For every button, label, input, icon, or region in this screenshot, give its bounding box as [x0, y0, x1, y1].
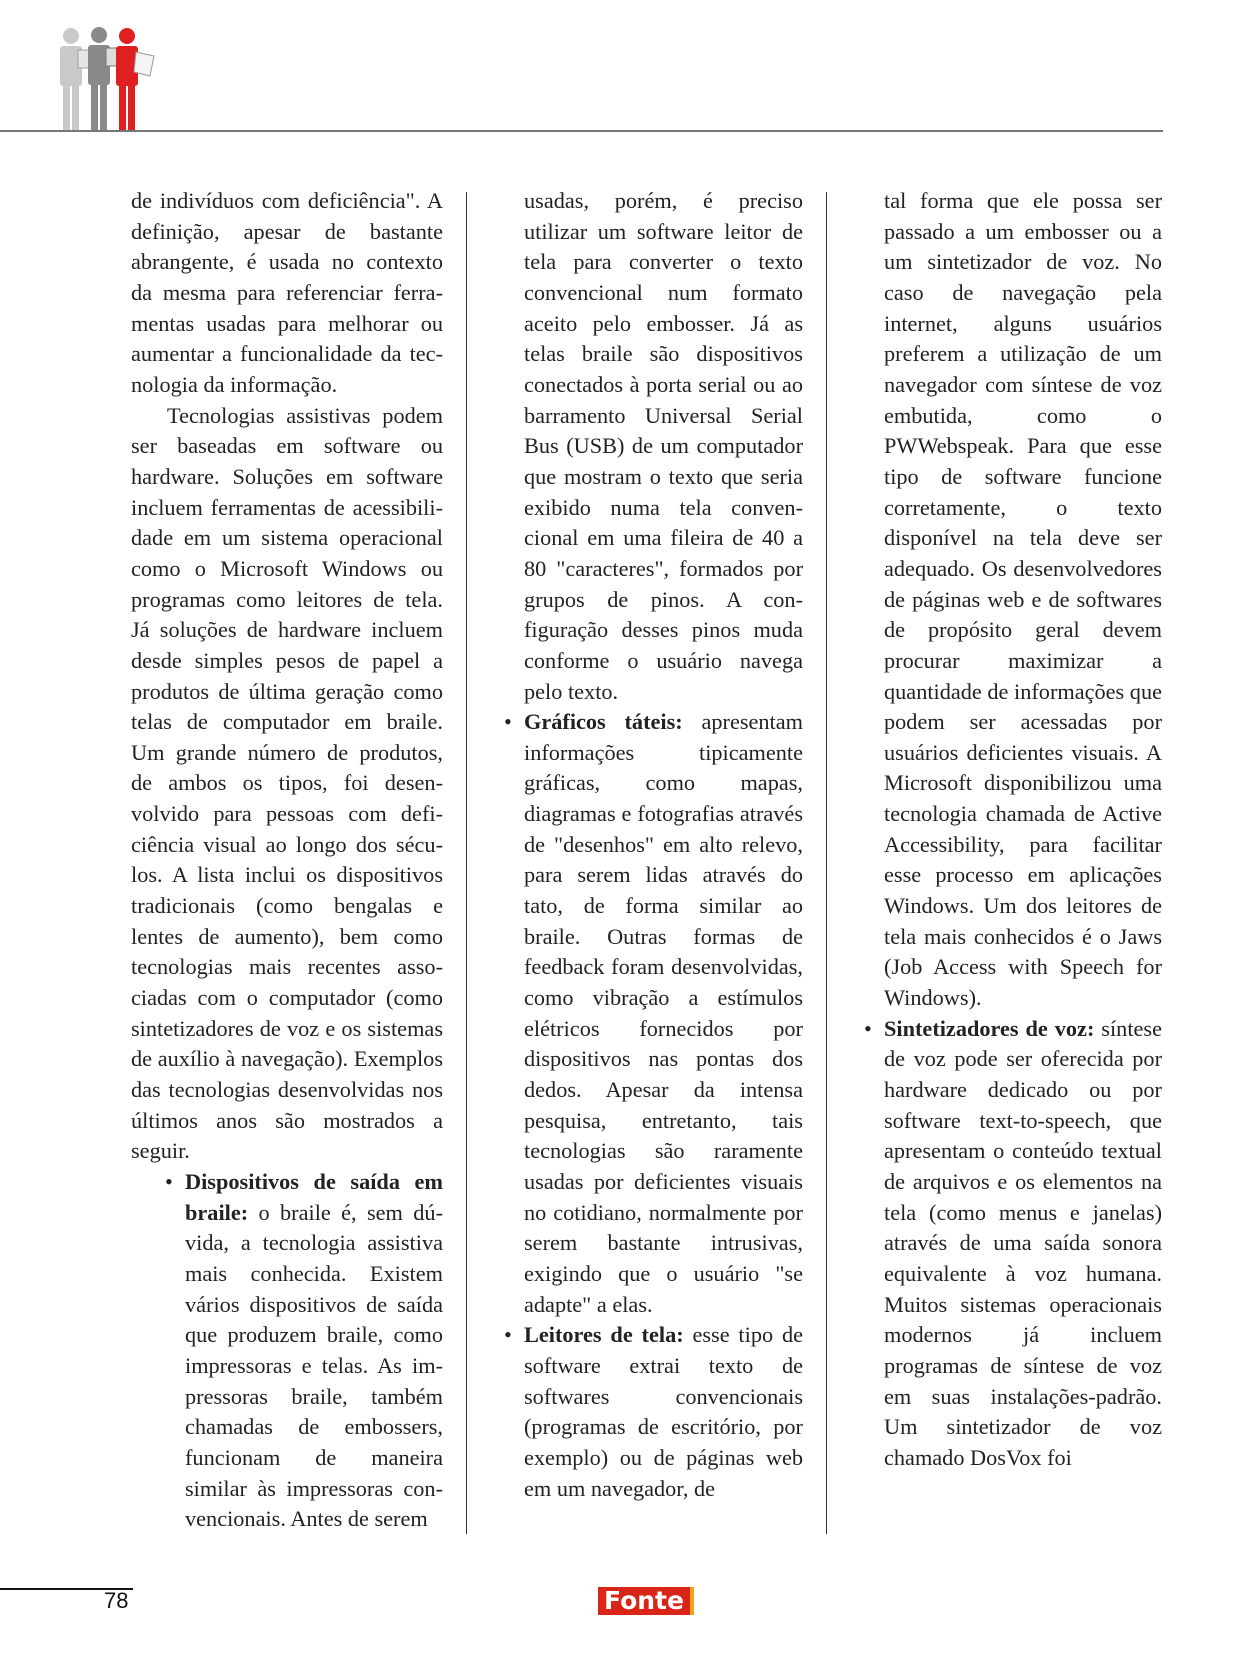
- brand-logo: Fonte: [598, 1587, 694, 1615]
- paragraph: de indivíduos com deficiência". A definição, apesar de bastante abrangente, é usada no contexto da mesma para referenciar ferramentas usadas para melhorar ou aumentar a funcionalidade da tecnologia da informação.: [131, 188, 443, 397]
- bullet-text: apresentam informações tipicamente gráficas, como mapas, diagramas e fotografias através de "desenhos" em alto relevo, para serem lidas através do tato, de forma similar ao braile. Outras formas de feedback foram desenvolvidas, como vibração a estímulos elétricos fornecidos por dispositivos nas pontas dos dedos. Apesar da intensa pesquisa, entretanto, tais tecnologias são raramente usadas por deficientes visuais no cotidiano, normalmente por serem bastante intrusivas, exigindo que o usuário "se adapte" a elas.: [524, 709, 803, 1317]
- bullet-item: [165, 1167, 443, 1535]
- people-group-icon: [58, 26, 168, 130]
- bullet-term: Leitores de tela:: [524, 1322, 684, 1348]
- paragraph: usadas, porém, é preciso utilizar um software leitor de tela para converter o texto convencional num formato aceito pelo embosser. Já as telas braile são dispositivos conectados à porta serial ou ao barramento Universal Serial Bus (USB) de um computador que mostram o texto que seria exibido numa tela convencional em uma fileira de 40 a 80 "caracteres", formados por grupos de pinos. A configuração desses pinos muda conforme o usuário navega pelo texto.: [524, 188, 803, 704]
- bullet-term: Gráficos táteis:: [524, 709, 683, 735]
- bullet-text: esse tipo de software extrai texto de softwares convencionais (programas de escritório, por exemplo) ou de páginas web em um navegador, de: [524, 1322, 803, 1501]
- bullet-text: síntese de voz pode ser oferecida por hardware dedicado ou por software text-to-speech, que apresentam o conteúdo textual de arquivos e os elementos na tela (como menus e janelas) através de uma saída sonora equivalente à voz humana. Muitos sistemas operacionais modernos já incluem programas de síntese de voz em suas instalações-padrão. Um sintetizador de voz chamado DosVox foi: [884, 1015, 1162, 1470]
- header-rule: [0, 130, 1163, 132]
- bullet-item: [864, 1014, 1162, 1474]
- page-number: 78: [104, 1588, 129, 1613]
- person-light-gray-icon: [60, 28, 90, 130]
- person-red-icon: [116, 28, 154, 130]
- text-column-3: [884, 186, 1162, 1541]
- bullet-text: o braile é, sem dúvida, a tecnologia assistiva mais conhecida. Existem vários dispositivos de saída que produzem braile, como impressoras e telas. As impressoras braile, também chamadas de embossers, funcionam de maneira similar às impressoras convencionais. Antes de serem: [185, 1199, 443, 1532]
- column-divider: [466, 192, 467, 1534]
- paragraph: tal forma que ele possa ser passado a um embosser ou a um sintetizador de voz. No caso de navegação pela internet, alguns usuários preferem a utilização de um navegador com síntese de voz embutida, como o PWWebspeak. Para que esse tipo de software funcione corretamente, o texto disponível na tela deve ser adequado. Os desenvolvedores de páginas web e de softwares de propósito geral devem procurar maximizar a quantidade de informações que podem ser acessadas por usuários deficientes visuais. A Microsoft disponibilizou uma tecnologia chamada de Active Accessibility, para facilitar esse processo em aplicações Windows. Um dos leitores de tela mais conhecidos é o Jaws (Job Access with Speech for Windows).: [884, 188, 1162, 1011]
- column-divider: [826, 192, 827, 1534]
- bullet-term: Sintetizadores de voz:: [884, 1015, 1095, 1041]
- bullet-item: [504, 1320, 803, 1504]
- person-dark-gray-icon: [88, 27, 118, 130]
- text-column-2: [524, 186, 803, 1541]
- paragraph: Tecnologias assistivas podem ser baseadas em software ou hardware. Soluções em software incluem ferramentas de acessibilidade em um sistema operacional como o Microsoft Windows ou programas como leitores de tela. Já soluções de hardware incluem desde simples pesos de papel a produtos de última geração como telas de computador em braile. Um grande número de produtos, de ambos os tipos, foi desenvolvido para pessoas com deficiência visual ao longo dos séculos. A lista inclui os dispositivos tradicionais (como bengalas e lentes de aumento), bem como tecnologias mais recentes associadas com o computador (como sintetizadores de voz e os sistemas de auxílio à navegação). Exemplos das tecnologias desenvolvidas nos últimos anos são mostrados a seguir.: [131, 402, 443, 1164]
- text-column-1: [131, 186, 443, 1541]
- bullet-term: Dispositivos de saída em braile:: [185, 1169, 443, 1225]
- bullet-item: [504, 707, 803, 1320]
